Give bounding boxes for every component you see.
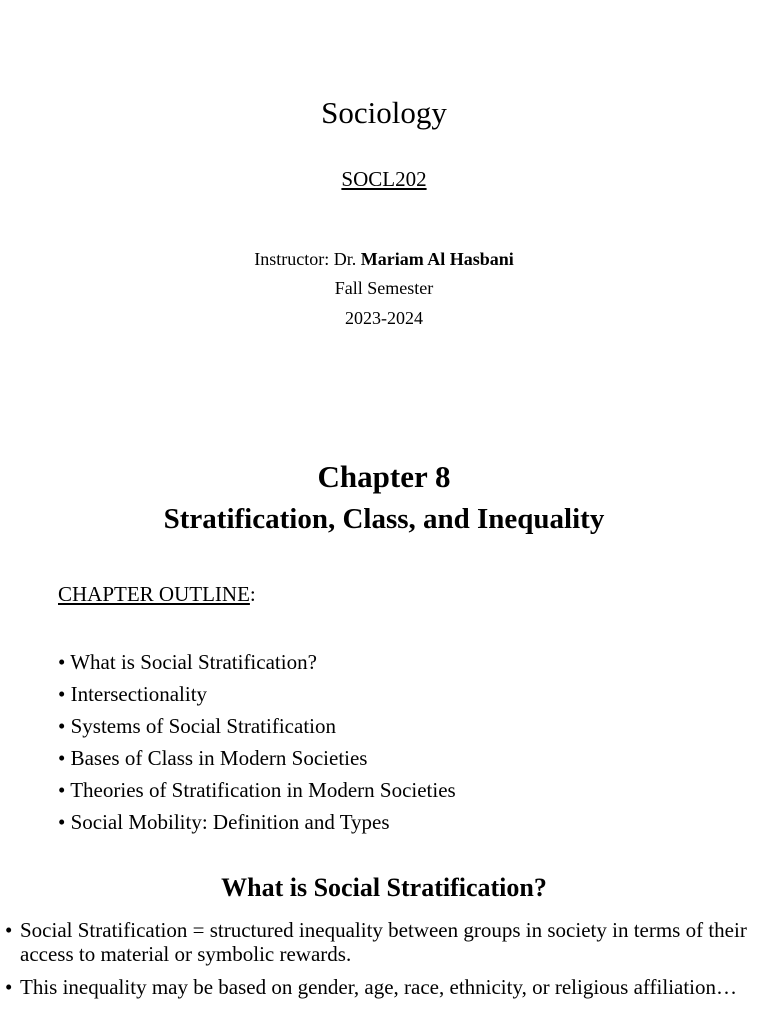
section-point-text: This inequality may be based on gender, age, race, ethnicity, or religious affiliation… (20, 975, 738, 999)
section-point-text: Social Stratification = structured inequality between groups in society in terms of their access to material or symbolic rewards. (20, 918, 747, 966)
outline-item: • Theories of Stratification in Modern Societies (58, 778, 456, 802)
academic-year: 2023-2024 (345, 308, 423, 328)
outline-item: • Social Mobility: Definition and Types (58, 810, 390, 834)
outline-item: • Systems of Social Stratification (58, 714, 336, 738)
section-point (0, 918, 760, 966)
bullet-icon: • (5, 918, 13, 942)
instructor-name: Mariam Al Hasbani (360, 249, 514, 269)
chapter-title: Stratification, Class, and Inequality (163, 503, 605, 535)
semester: Fall Semester (334, 278, 434, 298)
outline-heading (58, 581, 256, 607)
course-code: SOCL202 (341, 167, 427, 191)
outline-heading-label: CHAPTER OUTLINE (58, 582, 250, 606)
outline-item: • What is Social Stratification? (58, 650, 317, 674)
outline-item: • Intersectionality (58, 682, 208, 706)
outline-item: • Bases of Class in Modern Societies (58, 746, 368, 770)
outline-heading-colon: : (249, 582, 256, 606)
instructor-prefix: Instructor: Dr. (254, 249, 361, 269)
instructor-line (0, 247, 768, 271)
section-heading: What is Social Stratification? (221, 873, 547, 902)
course-title: Sociology (321, 95, 447, 130)
chapter-number: Chapter 8 (317, 459, 451, 494)
section-point (0, 975, 760, 999)
bullet-icon: • (5, 975, 13, 999)
outline-list (58, 646, 456, 838)
section-points (0, 918, 760, 1008)
